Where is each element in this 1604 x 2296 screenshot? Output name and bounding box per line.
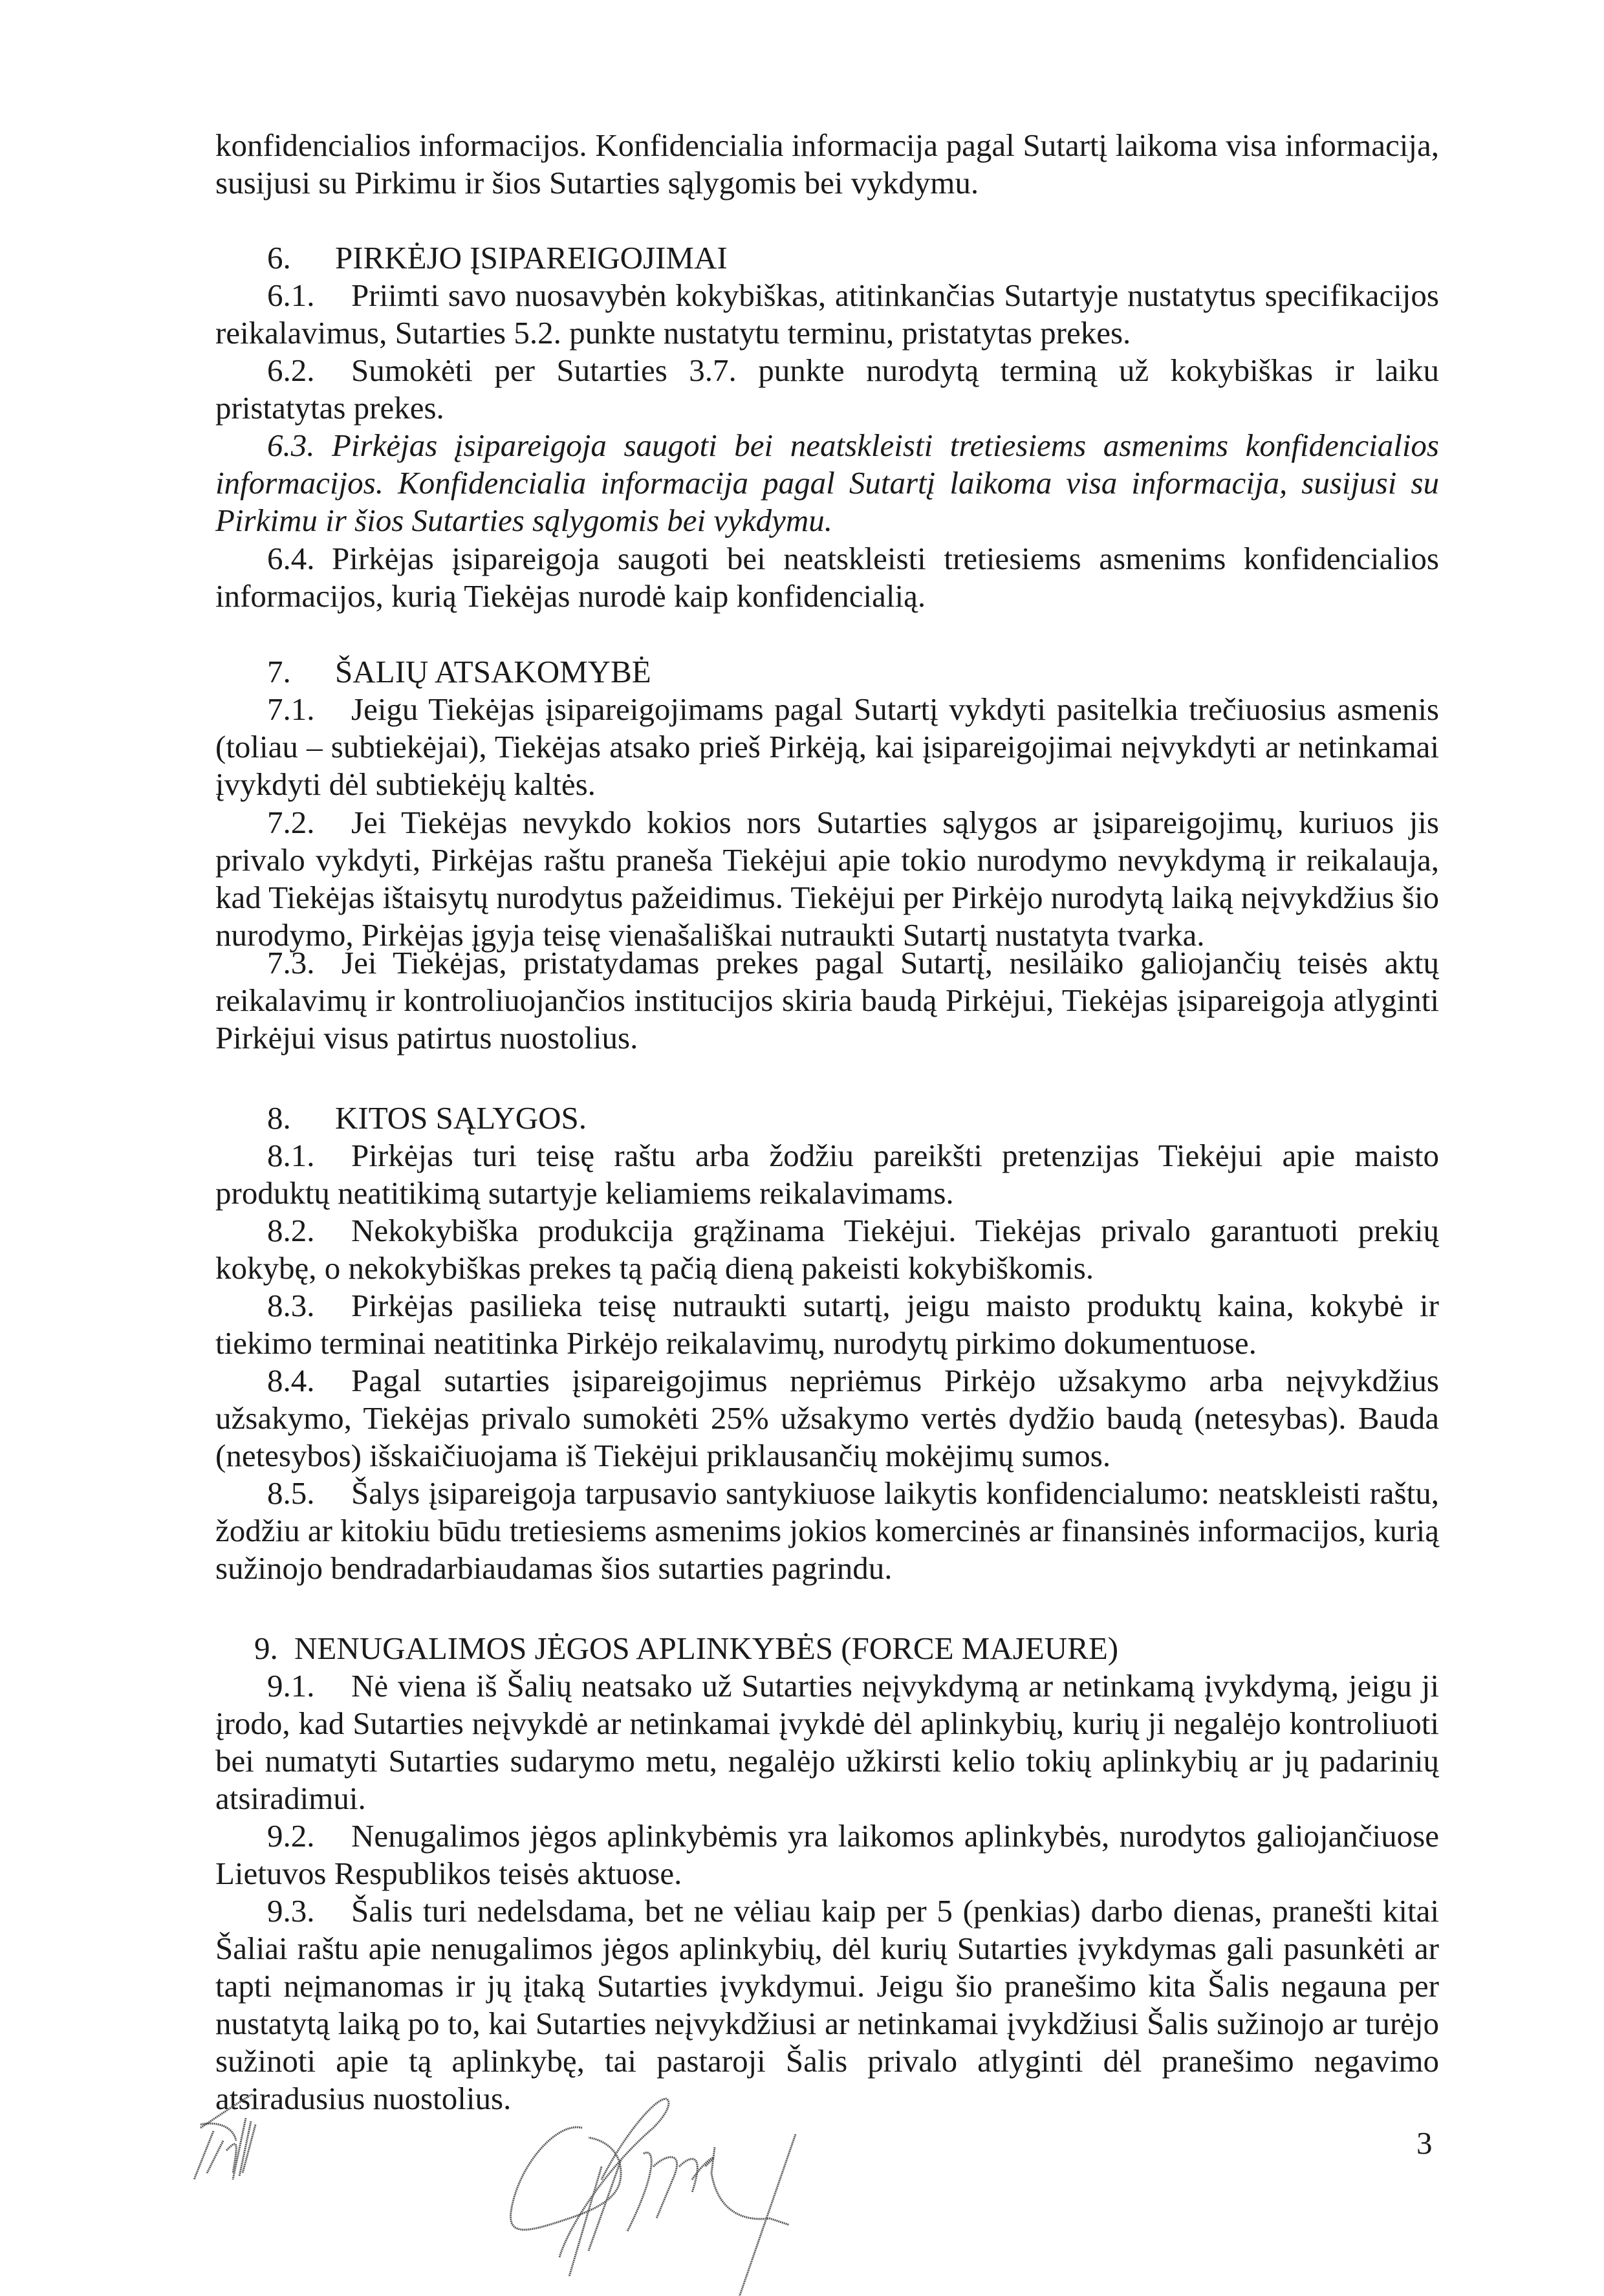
- clause-7-2: [215, 804, 1439, 954]
- clause-8-3: [215, 1287, 1439, 1362]
- clause-number: 9.1.: [267, 1668, 315, 1704]
- clause-9-2: [215, 1817, 1439, 1892]
- section-number: 8.: [267, 1100, 291, 1136]
- clause-number: 8.1.: [267, 1138, 315, 1173]
- clause-6-1: [215, 277, 1439, 352]
- clause-text: Jei Tiekėjas nevykdo kokios nors Sutarties sąlygos ar įsipareigojimų, kuriuos jis privalo vykdyti, Pirkėjas raštu praneša Tiekėjui apie tokio nurodymo nevykdymą ir reikalauja, kad Tiekėjas ištaisytų nurodytus pažeidimus. Tiekėjui per Pirkėjo nurodytą laiką neįvykdžius šio nurodymo, Pirkėjas įgyja teisę vienašališkai nutraukti Sutartį nustatyta tvarka.: [215, 805, 1439, 953]
- section-heading-8: [267, 1099, 587, 1137]
- clause-number: 6.2.: [267, 352, 315, 388]
- section-number: 6.: [267, 240, 291, 276]
- page-number: 3: [1416, 2125, 1433, 2161]
- clause-text: Jei Tiekėjas, pristatydamas prekes pagal Sutartį, nesilaiko galiojančių teisės aktų reikalavimų ir kontroliuojančios institucijos skiria baudą Pirkėjui, Tiekėjas įsipareigoja atlyginti Pirkėjui visus patirtus nuostolius.: [215, 945, 1439, 1056]
- clause-number: 7.2.: [267, 805, 315, 840]
- section-heading-6: [267, 239, 728, 277]
- section-heading-7: [267, 653, 651, 691]
- intro-paragraph: [215, 127, 1439, 202]
- clause-6-2: [215, 352, 1439, 427]
- clause-8-5: [215, 1475, 1439, 1587]
- clause-9-1: [215, 1667, 1439, 1817]
- clause-number: 8.4.: [267, 1363, 315, 1398]
- clause-8-1: [215, 1137, 1439, 1212]
- clause-number: 9.2.: [267, 1818, 315, 1854]
- handwritten-signature-icon: [492, 2089, 1009, 2296]
- clause-text: Sumokėti per Sutarties 3.7. punkte nurodytą terminą už kokybiškas ir laiku pristatytas prekes.: [215, 352, 1439, 426]
- clause-number: 8.3.: [267, 1288, 315, 1323]
- clause-number: 7.3.: [267, 945, 315, 980]
- clause-text: Pirkėjas pasilieka teisę nutraukti sutartį, jeigu maisto produktų kaina, kokybė ir tiekimo terminai neatitinka Pirkėjo reikalavimų, nurodytų pirkimo dokumentuose.: [215, 1288, 1439, 1361]
- clause-text: Nenugalimos jėgos aplinkybėmis yra laikomos aplinkybės, nurodytos galiojančiuose Lietuvos Respublikos teisės aktuose.: [215, 1818, 1439, 1891]
- clause-text: Pirkėjas turi teisę raštu arba žodžiu pareikšti pretenzijas Tiekėjui apie maisto produktų neatitikimą sutartyje keliamiems reikalavimams.: [215, 1138, 1439, 1211]
- clause-6-4: [215, 540, 1439, 615]
- section-title: NENUGALIMOS JĖGOS APLINKYBĖS (FORCE MAJEURE): [294, 1630, 1119, 1666]
- clause-text: Nė viena iš Šalių neatsako už Sutarties neįvykdymą ar netinkamą įvykdymą, jeigu ji įrodo, kad Sutarties neįvykdė ar netinkamai įvykdė dėl aplinkybių, kurių ji negalėjo kontroliuoti bei numatyti Sutarties sudarymo metu, negalėjo užkirsti kelio tokių aplinkybių ar jų padarinių atsiradimui.: [215, 1668, 1439, 1816]
- section-heading-9: [254, 1630, 1118, 1667]
- initials-signature-icon: [175, 2089, 291, 2193]
- clause-9-3: [215, 1892, 1439, 2117]
- clause-number: 8.2.: [267, 1213, 315, 1248]
- section-title: ŠALIŲ ATSAKOMYBĖ: [335, 654, 651, 689]
- section-number: 7.: [267, 654, 291, 689]
- section-title: KITOS SĄLYGOS.: [335, 1100, 587, 1136]
- clause-text: Šalis turi nedelsdama, bet ne vėliau kaip per 5 (penkias) darbo dienas, pranešti kitai Šaliai raštu apie nenugalimos jėgos aplinkybių, dėl kurių Sutarties įvykdymas gali pasunkėti ar tapti neįmanomas ir jų įtaką Sutarties įvykdymui. Jeigu šio pranešimo kita Šalis negauna per nustatytą laiką po to, kai Sutarties neįvykdžiusi ar netinkamai įvykdžiusi Šalis sužinojo ar turėjo sužinoti apie tą aplinkybę, tai pastaroji Šalis privalo atlyginti dėl pranešimo negavimo atsiradusius nuostolius.: [215, 1893, 1439, 2116]
- clause-text: Šalys įsipareigoja tarpusavio santykiuose laikytis konfidencialumo: neatskleisti raštu, žodžiu ar kitokiu būdu tretiesiems asmenims jokios komercinės ar finansinės informacijos, kurią sužinojo bendradarbiaudamas šios sutarties pagrindu.: [215, 1475, 1439, 1586]
- clause-text: Nekokybiška produkcija grąžinama Tiekėjui. Tiekėjas privalo garantuoti prekių kokybę, o nekokybiškas prekes tą pačią dieną pakeisti kokybiškomis.: [215, 1213, 1439, 1286]
- clause-number: 6.1.: [267, 277, 315, 313]
- clause-6-3: [215, 427, 1439, 539]
- clause-number: 7.1.: [267, 691, 315, 727]
- clause-text: Pirkėjas įsipareigoja saugoti bei neatskleisti tretiesiems asmenims konfidencialios informacijos, kurią Tiekėjas nurodė kaip konfidencialią.: [215, 541, 1439, 614]
- clause-number: 6.4.: [267, 541, 315, 576]
- clause-number: 9.3.: [267, 1893, 315, 1929]
- section-title: PIRKĖJO ĮSIPAREIGOJIMAI: [335, 240, 728, 276]
- clause-number: 8.5.: [267, 1475, 315, 1511]
- clause-text: Pirkėjas įsipareigoja saugoti bei neatskleisti tretiesiems asmenims konfidencialios informacijos. Konfidencialia informacija pagal Sutartį laikoma visa informacija, susijusi su Pirkimu ir šios Sutarties sąlygomis bei vykdymu.: [215, 428, 1439, 538]
- clause-8-2: [215, 1212, 1439, 1287]
- section-number: 9.: [254, 1630, 278, 1666]
- intro-text: konfidencialios informacijos. Konfidencialia informacija pagal Sutartį laikoma visa informacija, susijusi su Pirkimu ir šios Sutarties sąlygomis bei vykdymu.: [215, 127, 1439, 200]
- clause-text: Pagal sutarties įsipareigojimus nepriėmus Pirkėjo užsakymo arba neįvykdžius užsakymo, Tiekėjas privalo sumokėti 25% užsakymo vertės dydžio baudą (netesybas). Bauda (netesybos) išskaičiuojama iš Tiekėjui priklausančių mokėjimų sumos.: [215, 1363, 1439, 1473]
- clause-text: Jeigu Tiekėjas įsipareigojimams pagal Sutartį vykdyti pasitelkia trečiuosius asmenis (toliau – subtiekėjai), Tiekėjas atsako prieš Pirkėją, kai įsipareigojimai neįvykdyti ar netinkamai įvykdyti dėl subtiekėjų kaltės.: [215, 691, 1439, 802]
- clause-7-3: [215, 944, 1439, 1057]
- clause-text: Priimti savo nuosavybėn kokybiškas, atitinkančias Sutartyje nustatytus specifikacijos reikalavimus, Sutarties 5.2. punkte nustatytu terminu, pristatytas prekes.: [215, 277, 1439, 351]
- clause-7-1: [215, 691, 1439, 803]
- clause-8-4: [215, 1362, 1439, 1475]
- clause-number: 6.3.: [267, 428, 315, 463]
